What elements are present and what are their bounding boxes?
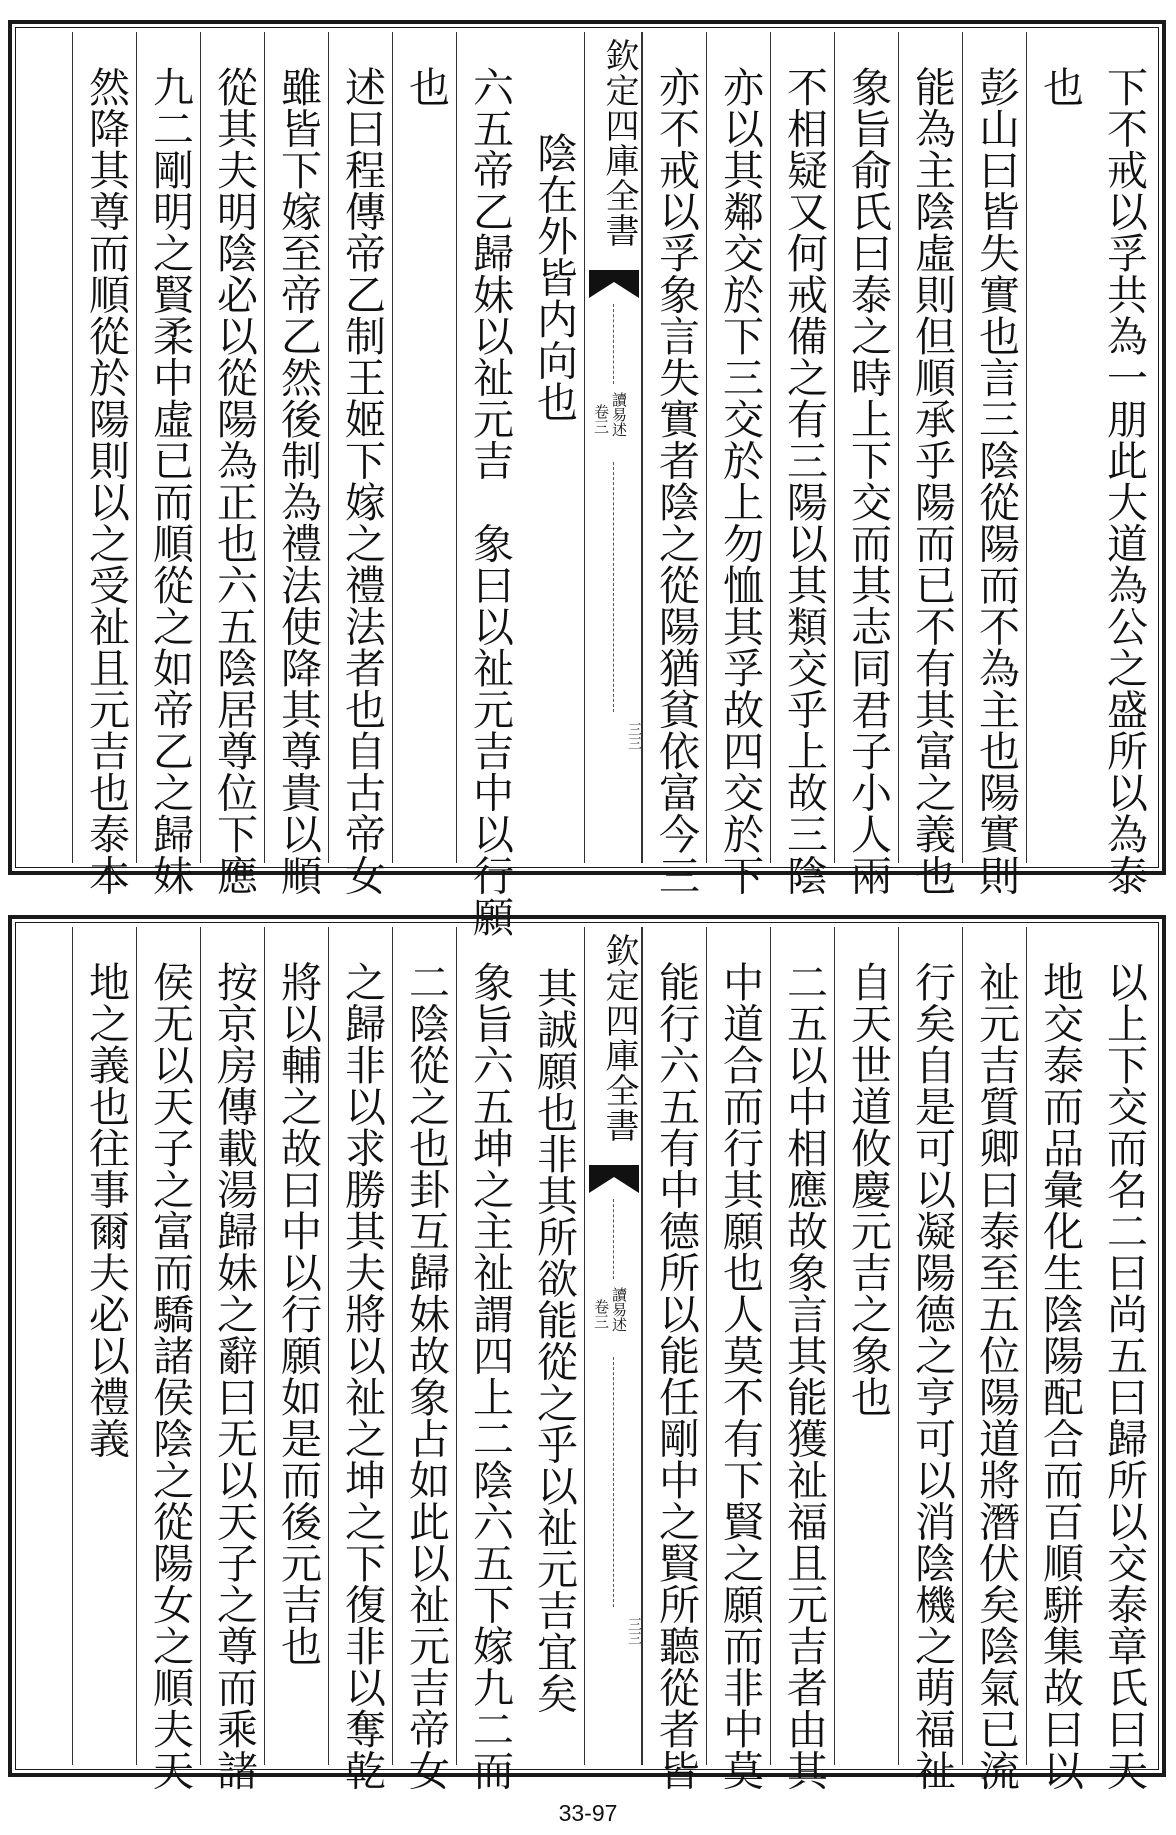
text-block-bottom xyxy=(20,927,1154,1791)
text-column: 然降其尊而順從於陽則以之受祉且元吉也泰本 xyxy=(72,32,136,863)
text-column: 之歸非以求勝其夫將以祉之坤之下復非以奪乾 xyxy=(328,927,392,1765)
book-title: 讀易述 xyxy=(610,1287,628,1332)
text-column: 能為主陰虛則但順承乎陽而已不有其富之義也 xyxy=(898,32,962,863)
gutter-rule xyxy=(613,1357,614,1607)
text-column: 不相疑又何戒備之有三陽以其類交乎上故三陰 xyxy=(770,32,834,863)
text-column: 九二剛明之賢柔中虛已而順從之如帝乙之歸妹 xyxy=(136,32,200,863)
text-column: 象旨俞氏曰泰之時上下交而其志同君子小人兩 xyxy=(834,32,898,863)
text-column: 二五以中相應故象言其能獲祉福且元吉者由其 xyxy=(770,927,834,1765)
fishtail-mark-icon xyxy=(589,1165,639,1193)
center-gutter xyxy=(584,927,642,1765)
text-column: 雖皆下嫁至帝乙然後制為禮法使降其尊貴以順 xyxy=(264,32,328,863)
page-panel-bottom xyxy=(8,915,1166,1791)
text-column: 侯无以天子之富而驕諸侯陰之從陽女之順夫天 xyxy=(136,927,200,1765)
text-column: 述曰程傳帝乙制王姬下嫁之禮法者也自古帝女 xyxy=(328,32,392,863)
text-column: 自天世道攸慶元吉之象也 xyxy=(834,927,898,1765)
text-column: 將以輔之故曰中以行願如是而後元吉也 xyxy=(264,927,328,1765)
text-column: 六五帝乙歸妹以祉元吉 象曰以祉元吉中以行願 xyxy=(456,32,520,863)
text-column: 其誠願也非其所欲能從之乎以祉元吉宜矣 xyxy=(530,967,578,1714)
gutter-rule xyxy=(613,1199,614,1279)
volume-label: 卷三 xyxy=(592,1299,610,1329)
text-column: 祉元吉質卿曰泰至五位陽道將潛伏矣陰氣已流 xyxy=(962,927,1026,1765)
text-column: 以上下交而名二曰尚五曰歸所以交泰章氏曰天 xyxy=(1100,961,1148,1791)
text-column: 能行六五有中德所以能任剛中之賢所聽從者皆 xyxy=(642,927,706,1765)
text-column: 從其夫明陰必以從陽為正也六五陰居尊位下應 xyxy=(200,32,264,863)
gutter-rule xyxy=(613,304,614,384)
volume-label: 卷三 xyxy=(592,404,610,434)
text-block-top xyxy=(20,32,1154,938)
text-column: 地之義也往事爾夫必以禮義 xyxy=(72,927,136,1765)
text-column: 彭山曰皆失實也言三陰從陽而不為主也陽實則 xyxy=(962,32,1026,863)
book-title: 讀易述 xyxy=(610,392,628,437)
text-column: 象旨六五坤之主祉謂四上二陰六五下嫁九二而 xyxy=(456,927,520,1765)
text-column: 二陰從之也卦互歸妹故象占如此以祉元吉帝女 xyxy=(392,927,456,1765)
folio-number: 三三 xyxy=(626,1617,642,1645)
text-column: 中道合而行其願也人莫不有下賢之願而非中莫 xyxy=(706,927,770,1765)
series-title: 欽定四庫全書 xyxy=(599,38,639,248)
text-column: 行矣自是可以凝陽德之亨可以消陰機之萌福祉 xyxy=(898,927,962,1765)
text-column: 按京房傳載湯歸妹之辭曰无以天子之尊而乘諸 xyxy=(200,927,264,1765)
fishtail-mark-icon xyxy=(589,270,639,298)
page-number: 33-97 xyxy=(558,1800,618,1826)
folio-number: 三三 xyxy=(626,722,642,750)
gutter-rule xyxy=(613,462,614,712)
page-panel-top xyxy=(8,20,1166,938)
series-title: 欽定四庫全書 xyxy=(599,933,639,1143)
text-column: 地交泰而品彙化生陰陽配合而百順駢集故曰以 xyxy=(1026,927,1090,1765)
text-column: 亦不戒以孚象言失實者陰之從陽猶貧依富今三 xyxy=(642,32,706,863)
text-column: 也 xyxy=(392,32,456,863)
text-column: 下不戒以孚共為一朋此大道為公之盛所以為泰 xyxy=(1100,66,1148,896)
center-gutter xyxy=(584,32,642,863)
text-column: 陰在外皆内向也 xyxy=(530,132,578,423)
text-column: 也 xyxy=(1026,32,1090,863)
text-column: 亦以其鄰交於下三交於上勿恤其孚故四交於下 xyxy=(706,32,770,863)
